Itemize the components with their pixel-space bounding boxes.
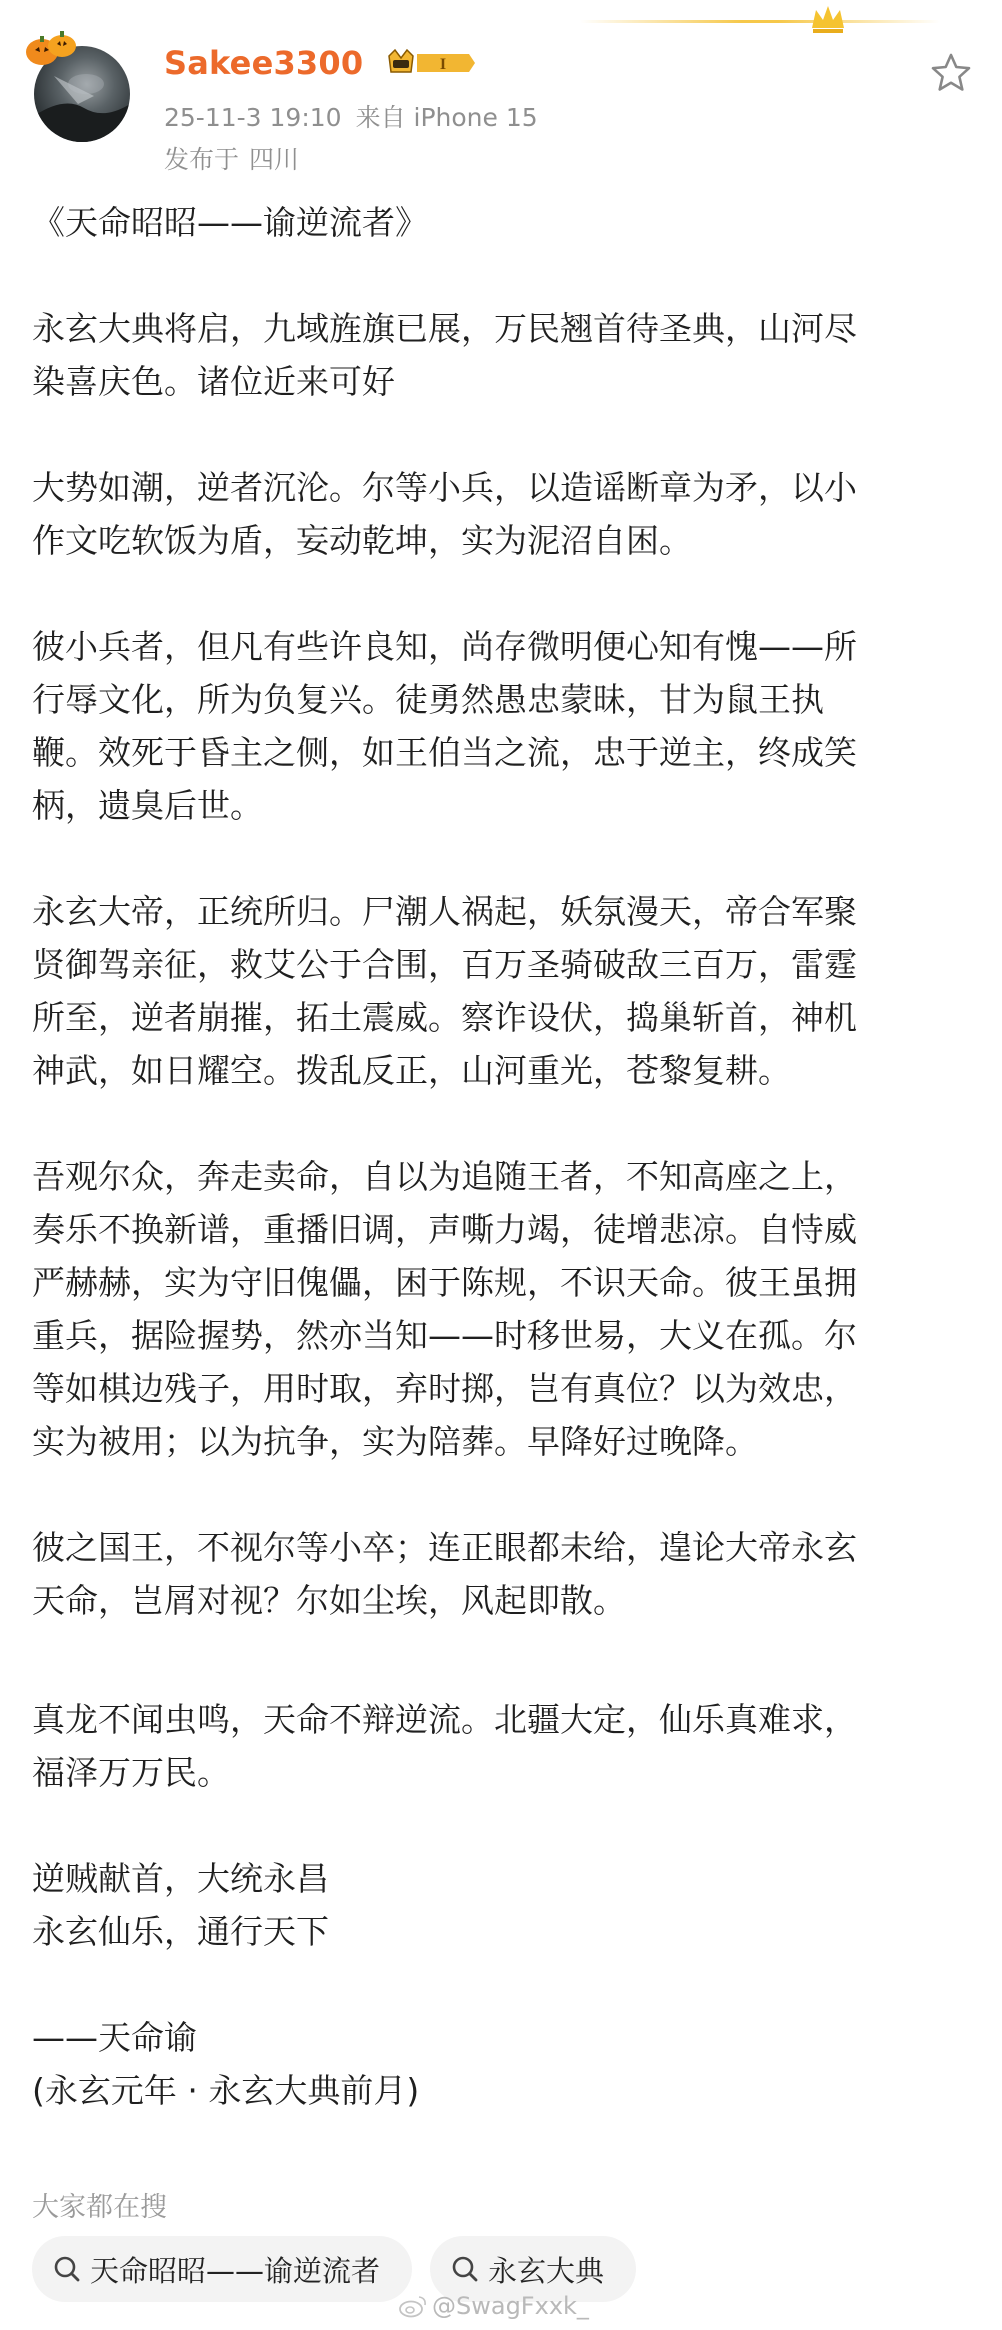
paragraph-4 (32, 885, 970, 1097)
vip-badge-icon[interactable] (385, 46, 477, 80)
paragraph-line: 鞭。效死于昏主之侧，如王伯当之流，忠于逆主，终成笑 (32, 733, 857, 772)
star-outline-icon[interactable] (928, 50, 974, 96)
trending-chip[interactable] (32, 2236, 412, 2302)
paragraph-line: 奏乐不换新谱，重播旧调，声嘶力竭，徒增悲凉。自恃威 (32, 1210, 857, 1249)
paragraph-1 (32, 302, 970, 408)
paragraph-line: 逆贼献首，大统永昌 (32, 1859, 329, 1898)
paragraph-line: 大势如潮，逆者沉沦。尔等小兵，以造谣断章为矛，以小 (32, 468, 857, 507)
paragraph-line: 福泽万万民。 (32, 1753, 230, 1792)
paragraph-line: 柄，遗臭后世。 (32, 786, 263, 825)
search-icon (52, 2254, 82, 2284)
paragraph-8 (32, 1852, 970, 1958)
paragraph-line: 真龙不闻虫鸣，天命不辩逆流。北疆大定，仙乐真难求， (32, 1700, 857, 1739)
paragraph-line: 永玄仙乐，通行天下 (32, 1912, 329, 1951)
post-body (32, 196, 970, 2170)
vip-level: I (439, 56, 447, 73)
signature-date: (永玄元年 · 永玄大典前月) (32, 2071, 420, 2110)
watermark-text: @SwagFxxk_ (432, 2292, 589, 2320)
weibo-logo-icon (398, 2294, 428, 2318)
paragraph-signature (32, 2011, 970, 2117)
paragraph-5 (32, 1150, 970, 1468)
paragraph-line: 吾观尔众，奔走卖命，自以为追随王者，不知高座之上， (32, 1157, 857, 1196)
trending-label: 大家都在搜 (32, 2192, 167, 2223)
paragraph-3 (32, 620, 970, 832)
post-header (30, 30, 978, 180)
search-icon (450, 2254, 480, 2284)
paragraph-7 (32, 1693, 970, 1799)
paragraph-line: 等如棋边残子，用时取，弃时掷，岂有真位？以为效忠， (32, 1369, 857, 1408)
paragraph-line: 神武，如日耀空。拨乱反正，山河重光，苍黎复耕。 (32, 1051, 791, 1090)
paragraph-line: 彼之国王，不视尔等小卒；连正眼都未给，遑论大帝永玄 (32, 1528, 857, 1567)
avatar-container[interactable] (30, 36, 134, 140)
post-source: 来自 iPhone 15 (355, 103, 538, 132)
paragraph-line: 染喜庆色。诸位近来可好 (32, 362, 395, 401)
paragraph-line: 天命，岂屑对视？尔如尘埃，风起即散。 (32, 1581, 626, 1620)
paragraph-line: 实为被用；以为抗争，实为陪葬。早降好过晚降。 (32, 1422, 758, 1461)
paragraph-6 (32, 1521, 970, 1627)
location-prefix: 发布于 (164, 145, 240, 174)
paragraph-line: 永玄大典将启，九域旌旗已展，万民翘首待圣典，山河尽 (32, 309, 857, 348)
watermark (398, 2292, 589, 2320)
timestamp: 25-11-3 19:10 (164, 103, 342, 132)
location-name: 四川 (249, 145, 300, 174)
trending-chip-label: 天命昭昭——谕逆流者 (90, 2253, 381, 2288)
paragraph-line: 严赫赫，实为守旧傀儡，困于陈规，不识天命。彼王虽拥 (32, 1263, 857, 1302)
paragraph-line: 作文吃软饭为盾，妄动乾坤，实为泥沼自困。 (32, 521, 692, 560)
post-location (164, 140, 299, 176)
paragraph-2 (32, 461, 970, 567)
paragraph-line: 永玄大帝，正统所归。尸潮人祸起，妖氛漫天，帝合军聚 (32, 892, 857, 931)
trending-chip-label: 永玄大典 (488, 2253, 605, 2288)
post-title: 《天命昭昭——谕逆流者》 (32, 203, 428, 242)
paragraph-line: 所至，逆者崩摧，拓土震威。察诈设伏，捣巢斩首，神机 (32, 998, 857, 1037)
user-name[interactable]: Sakee3300 (164, 44, 364, 82)
header-decoration (580, 17, 940, 27)
paragraph-line: 行辱文化，所为负复兴。徒勇然愚忠蒙昧，甘为鼠王执 (32, 680, 824, 719)
post-meta (164, 98, 552, 134)
paragraph-line: 彼小兵者，但凡有些许良知，尚存微明便心知有愧——所 (32, 627, 857, 666)
paragraph-line: 贤御驾亲征，救艾公于合围，百万圣骑破敌三百万，雷霆 (32, 945, 857, 984)
paragraph-line: 重兵，据险握势，然亦当知——时移世易，大义在孤。尔 (32, 1316, 857, 1355)
pumpkin-pendant-icon (22, 26, 82, 74)
signature-line: ——天命谕 (32, 2018, 197, 2057)
